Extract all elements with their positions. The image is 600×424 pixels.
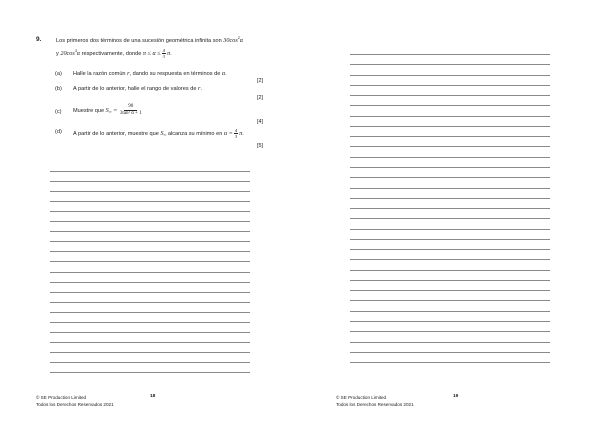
answer-line [350, 95, 550, 96]
answer-line [350, 331, 550, 332]
footer-rights: Todos los Derechos Reservados 2021 [336, 402, 414, 407]
answer-line [50, 251, 250, 252]
answer-line [350, 321, 550, 322]
exam-page-left: 9. Los primeros dos términos de una sucesión geométrica infinita son $30\cos^2\alpha$ y $20\cos^4\alpha$ respectivamente, donde π ≤ α ≤ $\frac{4}{3}$ π. (a) Halle la razón común r, dando su respuesta en términos de α. [2] (b) A partir de lo anterior, halle el rango de valores de r. [2] (c) Muestre que $S_\infty$ = $\frac{90}{\text{3tan² α + 1}}$ [4] (d) A partir de lo anterior, muestre que $S_\infty$ alcanza su mínimo en α = $\frac{4}{3}$ π. [5] © SE Production Limited Todos los Derechos Reservados 2021 18 [0, 0, 300, 424]
footer-copyright: © SE Production Limited [336, 395, 387, 400]
answer-line [50, 261, 250, 262]
part-a-marks: [2] [257, 78, 263, 84]
answer-line [50, 312, 250, 313]
answer-line [350, 239, 550, 240]
answer-line [350, 352, 550, 353]
answer-line [50, 362, 250, 363]
footer-right [336, 394, 414, 408]
answer-line [350, 249, 550, 250]
s-infinity: $S_\infty$ = [105, 106, 118, 114]
answer-line [350, 136, 550, 137]
question-number: 9. [36, 36, 42, 43]
exam-page-right [300, 0, 600, 424]
answer-line [350, 208, 550, 209]
answer-line [50, 171, 250, 172]
answer-line [350, 105, 550, 106]
answer-line [50, 201, 250, 202]
part-b-marks: [2] [257, 95, 263, 101]
answer-line [50, 272, 250, 273]
footer-left [36, 394, 114, 408]
footer-rights: Todos los Derechos Reservados 2021 [36, 402, 114, 407]
answer-line [350, 188, 550, 189]
answer-line [50, 322, 250, 323]
answer-line [50, 342, 250, 343]
answer-line [350, 157, 550, 158]
answer-line [350, 270, 550, 271]
question-intro-text: Los primeros dos términos de una sucesión geométrica infinita son [56, 38, 222, 44]
answer-line [350, 290, 550, 291]
part-c: (c) Muestre que $S_\infty$ = $\frac{90}{\text{3tan² α + 1}}$ [55, 104, 142, 116]
answer-line [350, 229, 550, 230]
answer-line [350, 362, 550, 363]
answer-line [350, 54, 550, 55]
answer-line [350, 64, 550, 65]
first-term: $30\cos^2\alpha$ [223, 35, 243, 44]
answer-line [50, 191, 250, 192]
answer-line [50, 221, 250, 222]
answer-line [350, 116, 550, 117]
answer-line [350, 300, 550, 301]
answer-line [50, 231, 250, 232]
answer-line [50, 211, 250, 212]
alpha-domain: π ≤ α ≤ $\frac{4}{3}$ π [142, 48, 171, 60]
question-intro-line-2: y $20\cos^4\alpha$ respectivamente, donde π ≤ α ≤ $\frac{4}{3}$ π. [56, 48, 172, 60]
answer-line [50, 241, 250, 242]
answer-line [350, 146, 550, 147]
answer-line [350, 259, 550, 260]
answer-line [350, 177, 550, 178]
answer-line [350, 342, 550, 343]
answer-line [50, 292, 250, 293]
page-number-right: 19 [453, 394, 459, 399]
part-d-marks: [5] [257, 143, 263, 149]
question-intro-line-1 [56, 34, 243, 45]
answer-line [350, 85, 550, 86]
answer-line [50, 372, 250, 373]
answer-line [50, 332, 250, 333]
answer-line [350, 280, 550, 281]
answer-line [50, 181, 250, 182]
answer-line [50, 302, 250, 303]
answer-line [350, 126, 550, 127]
part-c-marks: [4] [257, 119, 263, 125]
answer-line [350, 311, 550, 312]
second-term: $20\cos^4\alpha$ [60, 48, 81, 57]
answer-line [350, 218, 550, 219]
sum-formula: $\frac{90}{\text{3tan² α + 1}}$ [119, 104, 142, 116]
answer-line [350, 198, 550, 199]
page-number-left: 18 [150, 394, 156, 399]
footer-copyright: © SE Production Limited [36, 395, 87, 400]
answer-line [350, 167, 550, 168]
answer-line [50, 352, 250, 353]
answer-line [350, 75, 550, 76]
answer-line [50, 282, 250, 283]
